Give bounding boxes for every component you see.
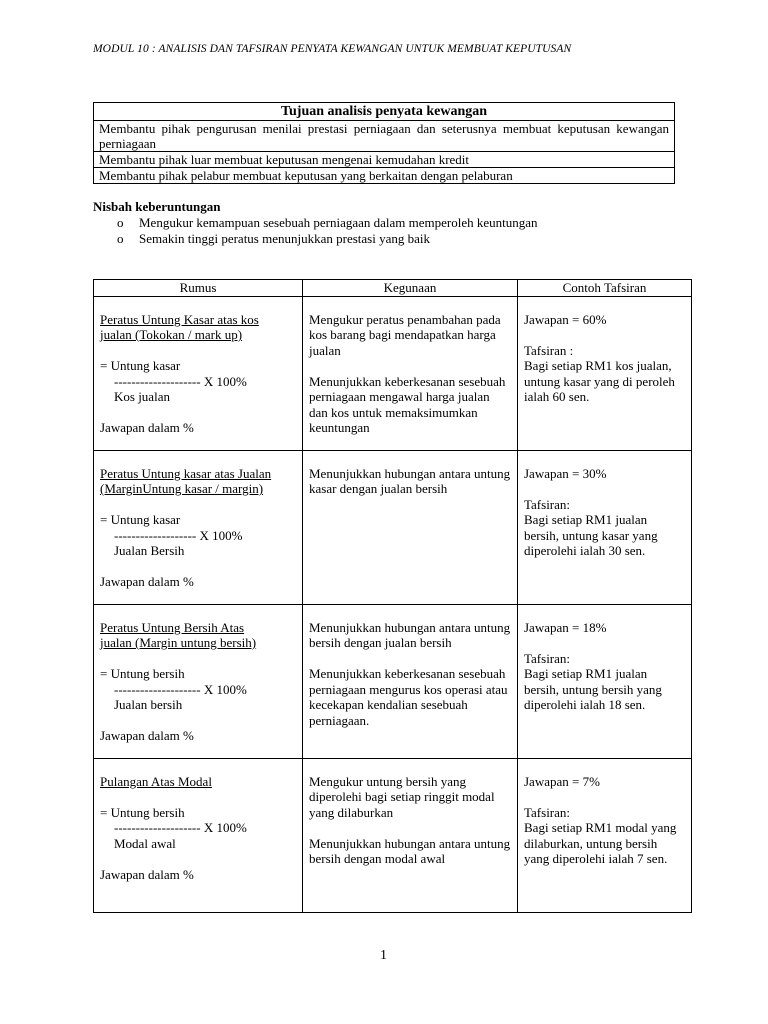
formula-numerator: = Untung kasar [100,358,181,373]
formula-denominator: Modal awal [114,835,176,851]
list-item [117,231,538,247]
goals-row: Membantu pihak pengurusan menilai prestasi perniagaan dan seterusnya membuat keputusan kewangan perniagaan [94,121,675,152]
bullet-text: Semakin tinggi peratus menunjukkan prestasi yang baik [139,231,430,246]
interpretation-label: Tafsiran: [524,496,571,512]
formula-note: Jawapan dalam % [100,728,194,743]
usage-text: Menunjukkan hubungan antara untung kasar dengan jualan bersih [309,465,511,496]
usage-text: Menunjukkan hubungan antara untung bersih dengan jualan bersih [309,619,511,650]
interpretation-cell [518,604,692,758]
interpretation-cell [518,296,692,450]
list-item [117,215,538,231]
table-row [94,604,692,758]
goals-row: Membantu pihak luar membuat keputusan mengenai kemudahan kredit [94,152,675,168]
formula-cell [94,604,303,758]
usage-cell [303,296,518,450]
table-row [94,296,692,450]
interpretation-cell [518,450,692,604]
formula-divider: -------------------- X 100% [114,681,247,697]
column-header-contoh: Contoh Tafsiran [518,280,692,297]
interpretation-text: Bagi setiap RM1 jualan bersih, untung kasar yang diperolehi ialah 30 sen. [524,512,658,558]
interpretation-text: Bagi setiap RM1 modal yang dilaburkan, untung bersih yang diperolehi ialah 7 sen. [524,820,677,866]
formula-cell [94,296,303,450]
answer-text: Jawapan = 60% [524,311,607,327]
usage-text: Mengukur peratus penambahan pada kos barang bagi mendapatkan harga jualan [309,311,501,358]
usage-text: Menunjukkan keberkesanan sesebuah perniagaan mengurus kos operasi atau kecekapan kendalian sesebuah perniagaan. [309,666,508,728]
bullet-text: Mengukur kemampuan sesebuah perniagaan dalam memperoleh keuntungan [139,215,538,230]
goals-table [93,102,675,184]
interpretation-text: Bagi setiap RM1 jualan bersih, untung bersih yang diperolehi ialah 18 sen. [524,666,662,712]
formula-numerator: = Untung kasar [100,512,181,527]
formula-numerator: = Untung bersih [100,666,185,681]
formula-title: jualan (Margin untung bersih) [100,635,257,650]
column-header-rumus: Rumus [94,280,303,297]
formula-cell [94,758,303,912]
formula-divider: ------------------- X 100% [114,527,243,543]
formula-note: Jawapan dalam % [100,866,194,882]
table-row [94,450,692,604]
formula-title: (MarginUntung kasar / margin) [100,481,264,496]
formula-title: Peratus Untung Kasar atas kos [100,311,259,327]
formula-denominator: Jualan Bersih [114,543,185,558]
usage-cell [303,758,518,912]
bullet-mark: o [117,231,124,246]
interpretation-text: Bagi setiap RM1 kos jualan, untung kasar yang di peroleh ialah 60 sen. [524,358,675,404]
interpretation-cell [518,758,692,912]
usage-cell [303,450,518,604]
formula-title: Pulangan Atas Modal [100,773,212,789]
interpretation-label: Tafsiran : [524,342,574,358]
interpretation-label: Tafsiran: [524,804,571,820]
usage-text: Mengukur untung bersih yang diperolehi bagi setiap ringgit modal yang dilaburkan [309,773,495,820]
formula-denominator: Kos jualan [114,389,170,404]
page-number: 1 [380,948,387,963]
section-title: Nisbah keberuntungan [93,199,221,214]
answer-text: Jawapan = 30% [524,465,607,481]
formula-denominator: Jualan bersih [114,697,183,712]
page-header: MODUL 10 : ANALISIS DAN TAFSIRAN PENYATA KEWANGAN UNTUK MEMBUAT KEPUTUSAN [93,43,572,55]
formula-numerator: = Untung bersih [100,804,185,820]
usage-text: Menunjukkan keberkesanan sesebuah perniagaan mengawal harga jualan dan kos untuk memaksimumkan keuntungan [309,373,506,435]
table-row [94,758,692,912]
formula-note: Jawapan dalam % [100,574,194,589]
formula-title: jualan (Tokokan / mark up) [100,327,243,342]
answer-text: Jawapan = 18% [524,619,607,635]
goals-title: Tujuan analisis penyata kewangan [94,103,675,121]
formula-divider: -------------------- X 100% [114,373,247,389]
bullet-list [117,215,538,247]
ratio-table [93,279,692,913]
bullet-mark: o [117,215,124,230]
usage-text: Menunjukkan hubungan antara untung bersih dengan modal awal [309,835,511,866]
column-header-kegunaan: Kegunaan [303,280,518,297]
answer-text: Jawapan = 7% [524,773,600,789]
interpretation-label: Tafsiran: [524,650,571,666]
formula-divider: -------------------- X 100% [114,820,247,835]
formula-cell [94,450,303,604]
usage-cell [303,604,518,758]
formula-title: Peratus Untung Bersih Atas [100,619,245,635]
formula-note: Jawapan dalam % [100,420,194,435]
formula-title: Peratus Untung kasar atas Jualan [100,465,272,481]
goals-row: Membantu pihak pelabur membuat keputusan yang berkaitan dengan pelaburan [94,168,675,184]
